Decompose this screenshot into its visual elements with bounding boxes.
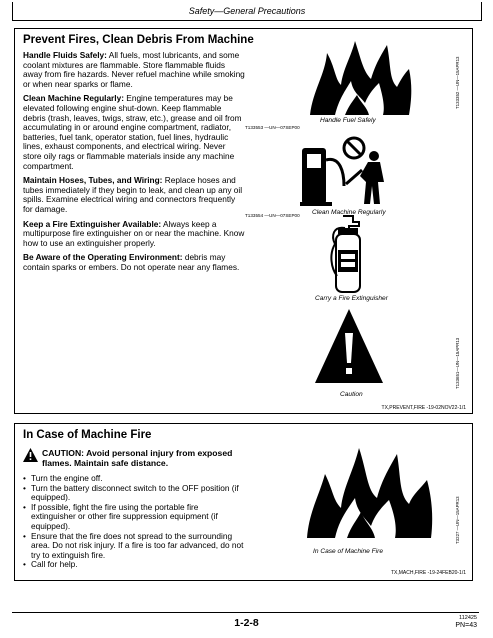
running-header: Safety—General Precautions [12,2,482,21]
flame-icon [305,35,415,115]
figure-caption-extinguisher: Carry a Fire Extinguisher [315,295,388,302]
list-item: • Turn the battery disconnect switch to the OFF position (if equipped). [23,484,245,503]
section-footer-code: TX,PREVENT,FIRE -19-02NOV22-1/1 [381,405,466,411]
paragraph-fire-extinguisher: Keep a Fire Extinguisher Available: Always keep a multipurpose fire extinguisher on or near the machine. Know how to use an extinguisher properly. [23,218,245,248]
warning-triangle-icon [313,307,385,385]
caution-triangle-icon [23,448,38,462]
pn-number: PN=43 [455,622,477,629]
figure-code-caution: T133651—UN—15APR13 [455,337,460,389]
figure-caption-caution: Caution [340,391,363,398]
section-machine-fire [14,423,473,581]
machine-fire-flame-icon [303,438,438,538]
figure-code-machine-fire: T3227 —UN—15APR13 [455,496,460,544]
fuel-pump-no-smoking-icon [300,134,390,206]
caution-statement: CAUTION: Avoid personal injury from exposed flames. Maintain safe distance. [23,448,245,468]
action-list [23,474,245,570]
figure-code-handle-fuel: T133352 —UN—15APR13 [455,56,460,109]
section-title: In Case of Machine Fire [23,429,152,441]
footer-rule [12,612,479,613]
figure-caption-machine-fire: In Case of Machine Fire [313,548,383,555]
section-prevent-fires [14,28,473,414]
fire-extinguisher-icon [327,214,367,294]
paragraph-handle-fluids: Handle Fluids Safely: All fuels, most lubricants, and some coolant mixtures are flammable. Store flammable fluids away from fire hazards. Never refuel machine while smoking or when near sparks or flame. [23,50,245,89]
list-item: • Turn the engine off. [23,474,245,484]
list-item: • Call for help. [23,560,245,570]
page-number: 1-2-8 [234,617,259,629]
section-text-column [23,448,245,570]
figure-caption-clean-machine: Clean Machine Regularly [312,209,386,216]
paragraph-maintain-hoses: Maintain Hoses, Tubes, and Wiring: Replace hoses and tubes immediately if they begin to leak, and clean up any oil spills. Examine electrical wiring and connectors frequently for damage. [23,175,243,214]
list-item: • Ensure that the fire does not spread to the surrounding area. Do not risk injury. If a fire is too far advanced, do not try to extinguish fire. [23,532,245,561]
figure-code-extinguisher: T133554 —UN—07SEP00 [245,213,300,218]
section-text-column [23,51,245,277]
date-code: 112425 [459,615,477,621]
figure-code-clean-machine: T133553 —UN—07SEP00 [245,125,300,130]
paragraph-clean-machine: Clean Machine Regularly: Engine temperatures may be elevated following engine shut-down. Keep flammable debris (trash, leaves, twigs, straw, etc.), grease and oil from accumulating in or around engine compartment, radiator, batteries, fuel tank, operator station, fuel lines, hydraulic lines, exhaust components, and electrical wiring. Never store oily rags or flammable materials inside any machine compartment. [23,93,242,171]
section-title: Prevent Fires, Clean Debris From Machine [23,34,254,46]
figure-caption-handle-fuel: Handle Fuel Safely [320,117,376,124]
paragraph-environment: Be Aware of the Operating Environment: debris may contain sparks or embers. Do not operate near any flames. [23,252,240,272]
list-item: • If possible, fight the fire using the portable fire extinguisher or other fire suppression equipment (if equipped). [23,503,245,532]
section-footer-code: TX,MACH,FIRE -19-24FEB20-1/1 [390,570,466,576]
